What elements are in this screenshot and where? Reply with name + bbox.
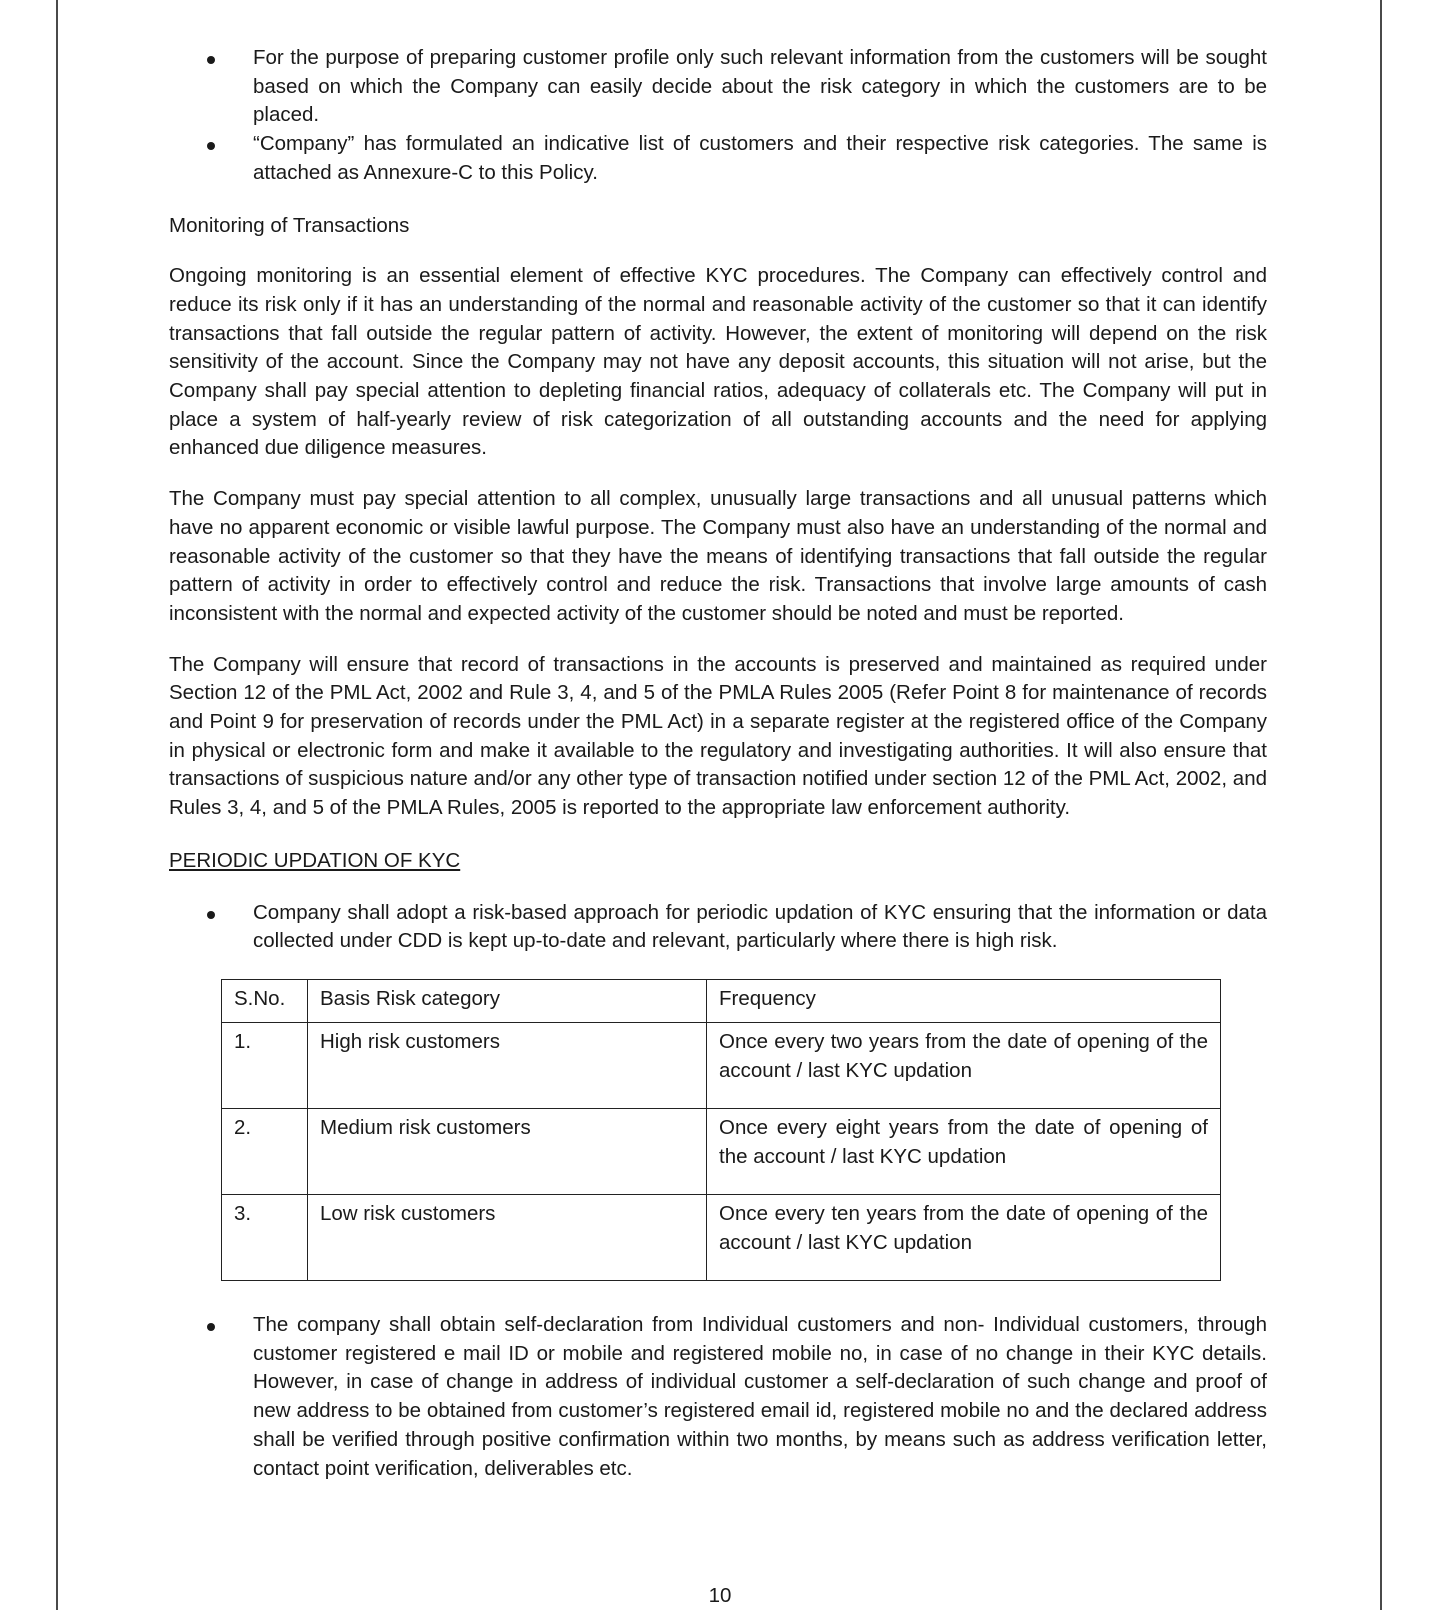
kyc-frequency-table: [221, 979, 1221, 1281]
table-row: [222, 1194, 1221, 1280]
bullet-dot-icon: [207, 142, 215, 150]
bullet-item: [169, 899, 1267, 956]
monitoring-heading: Monitoring of Transactions: [169, 213, 410, 237]
monitoring-paragraph-1: Ongoing monitoring is an essential element of effective KYC procedures. The Company can effectively control and reduce its risk only if it has an understanding of the normal and reasonable activity of the customer so that it can identify transactions that fall outside the regular pattern of activity. However, the extent of monitoring will depend on the risk sensitivity of the account. Since the Company may not have any deposit accounts, this situation will not arise, but the Company shall pay special attention to depleting financial ratios, adequacy of collaterals etc. The Company will put in place a system of half-yearly review of risk categorization of all outstanding accounts and the need for applying enhanced due diligence measures.: [169, 264, 1267, 460]
table-cell: Once every ten years from the date of opening of the account / last KYC updation: [707, 1194, 1221, 1280]
bullet-text: The company shall obtain self-declaration from Individual customers and non- Individual customers, through customer registered e mail ID or mobile and registered mobile no, in case of no change in their KYC details. However, in case of change in address of individual customer a self-declaration of such change and proof of new address to be obtained from customer’s registered email id, registered mobile no and the declared address shall be verified through positive confirmation within two months, by means such as address verification letter, contact point verification, deliverables etc.: [253, 1312, 1267, 1480]
table-header-cell: Frequency: [707, 979, 1221, 1022]
document-body: [169, 44, 1267, 1483]
periodic-updation-heading: PERIODIC UPDATION OF KYC: [169, 848, 461, 872]
table-cell: 2.: [222, 1108, 308, 1194]
periodic-bullets-1: [169, 899, 1267, 956]
customer-profile-bullets: [169, 44, 1267, 188]
page-border-right: [1380, 0, 1382, 1610]
table-cell: High risk customers: [308, 1022, 707, 1108]
periodic-bullets-2: [169, 1311, 1267, 1483]
bullet-dot-icon: [207, 911, 215, 919]
table-header-cell: S.No.: [222, 979, 308, 1022]
bullet-item: [169, 1311, 1267, 1483]
table-cell: Low risk customers: [308, 1194, 707, 1280]
table-row: [222, 1108, 1221, 1194]
table-row: [222, 1022, 1221, 1108]
table-cell: Once every two years from the date of opening of the account / last KYC updation: [707, 1022, 1221, 1108]
bullet-text: “Company” has formulated an indicative list of customers and their respective risk categories. The same is attached as Annexure-C to this Policy.: [253, 132, 1267, 184]
page-border-left: [56, 0, 58, 1610]
table-cell: Medium risk customers: [308, 1108, 707, 1194]
bullet-item: [169, 44, 1267, 130]
monitoring-paragraph-2: The Company must pay special attention to all complex, unusually large transactions and all unusual patterns which have no apparent economic or visible lawful purpose. The Company must also have an understanding of the normal and reasonable activity of the customer so that they have the means of identifying transactions that fall outside the regular pattern of activity in order to effectively control and reduce the risk. Transactions that involve large amounts of cash inconsistent with the normal and expected activity of the customer should be noted and must be reported.: [169, 487, 1267, 625]
table-cell: 1.: [222, 1022, 308, 1108]
table-cell: 3.: [222, 1194, 308, 1280]
bullet-dot-icon: [207, 1323, 215, 1331]
bullet-text: For the purpose of preparing customer profile only such relevant information from the customers will be sought based on which the Company can easily decide about the risk category in which the customers are to be placed.: [253, 46, 1267, 127]
page-number: 10: [708, 1584, 732, 1607]
bullet-text: Company shall adopt a risk-based approach for periodic updation of KYC ensuring that the information or data collected under CDD is kept up-to-date and relevant, particularly where there is high risk.: [253, 900, 1267, 953]
table-header-row: [222, 979, 1221, 1022]
table-header-cell: Basis Risk category: [308, 979, 707, 1022]
bullet-dot-icon: [207, 56, 215, 64]
bullet-item: [169, 130, 1267, 187]
table-cell: Once every eight years from the date of opening of the account / last KYC updation: [707, 1108, 1221, 1194]
monitoring-paragraph-3: The Company will ensure that record of transactions in the accounts is preserved and maintained as required under Section 12 of the PML Act, 2002 and Rule 3, 4, and 5 of the PMLA Rules 2005 (Refer Point 8 for maintenance of records and Point 9 for preservation of records under the PML Act) in a separate register at the registered office of the Company in physical or electronic form and make it available to the regulatory and investigating authorities. It will also ensure that transactions of suspicious nature and/or any other type of transaction notified under section 12 of the PML Act, 2002, and Rules 3, 4, and 5 of the PMLA Rules, 2005 is reported to the appropriate law enforcement authority.: [169, 652, 1267, 820]
